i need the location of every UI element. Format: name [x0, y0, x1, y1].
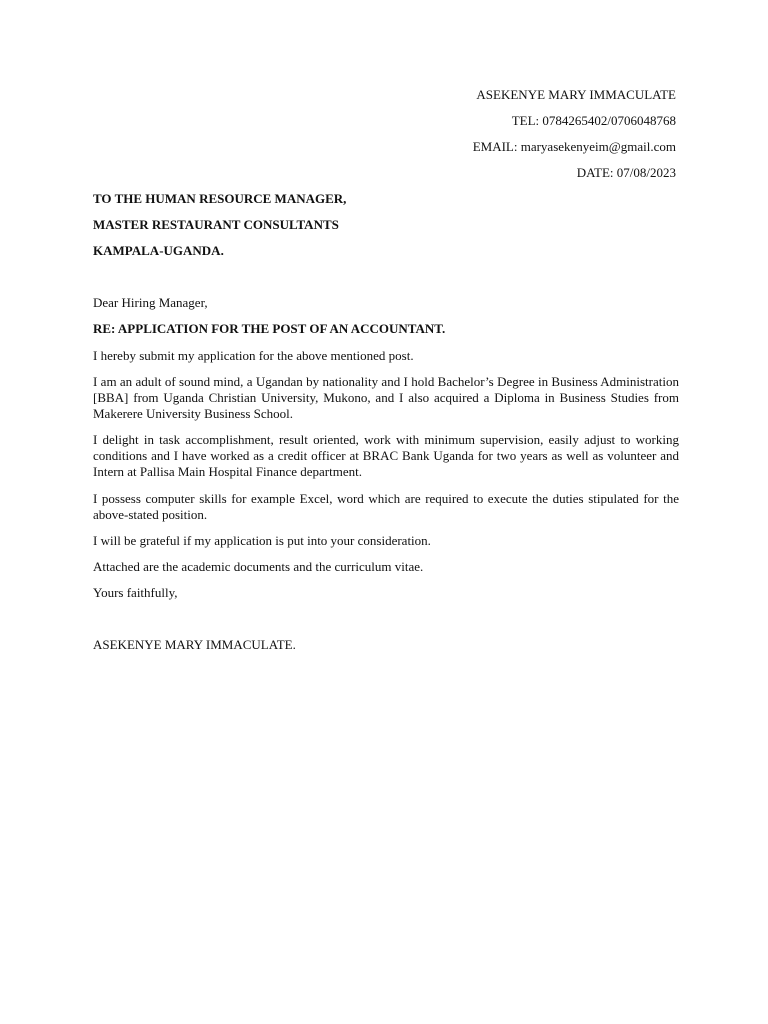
body-paragraph-2: I am an adult of sound mind, a Ugandan by nationality and I hold Bachelor’s Degree in Business Administration [BBA] from Uganda Christian University, Mukono, and I also acquired a Diploma in Business Studies from Makerere University Business School. — [93, 374, 679, 421]
body-paragraph-6: Attached are the academic documents and the curriculum vitae. — [93, 559, 424, 574]
closing: Yours faithfully, — [93, 585, 178, 600]
body-paragraph-3: I delight in task accomplishment, result oriented, work with minimum supervision, easily adjust to working conditions and I have worked as a credit officer at BRAC Bank Uganda for two years as well as volunteer and Intern at Pallisa Main Hospital Finance department. — [93, 432, 679, 479]
sender-name: ASEKENYE MARY IMMACULATE — [476, 87, 676, 102]
letter-date: DATE: 07/08/2023 — [576, 165, 676, 180]
recipient-line-2: MASTER RESTAURANT CONSULTANTS — [93, 217, 339, 232]
signature-name: ASEKENYE MARY IMMACULATE. — [93, 637, 296, 652]
recipient-line-3: KAMPALA-UGANDA. — [93, 243, 224, 258]
body-paragraph-5: I will be grateful if my application is put into your consideration. — [93, 533, 431, 548]
recipient-line-1: TO THE HUMAN RESOURCE MANAGER, — [93, 191, 347, 206]
sender-email: EMAIL: maryasekenyeim@gmail.com — [472, 139, 676, 154]
body-paragraph-1: I hereby submit my application for the above mentioned post. — [93, 348, 414, 363]
body-paragraph-4: I possess computer skills for example Excel, word which are required to execute the duties stipulated for the above-stated position. — [93, 491, 679, 522]
subject-line: RE: APPLICATION FOR THE POST OF AN ACCOUNTANT. — [93, 321, 446, 336]
salutation: Dear Hiring Manager, — [93, 295, 208, 310]
sender-phone: TEL: 0784265402/0706048768 — [511, 113, 676, 128]
